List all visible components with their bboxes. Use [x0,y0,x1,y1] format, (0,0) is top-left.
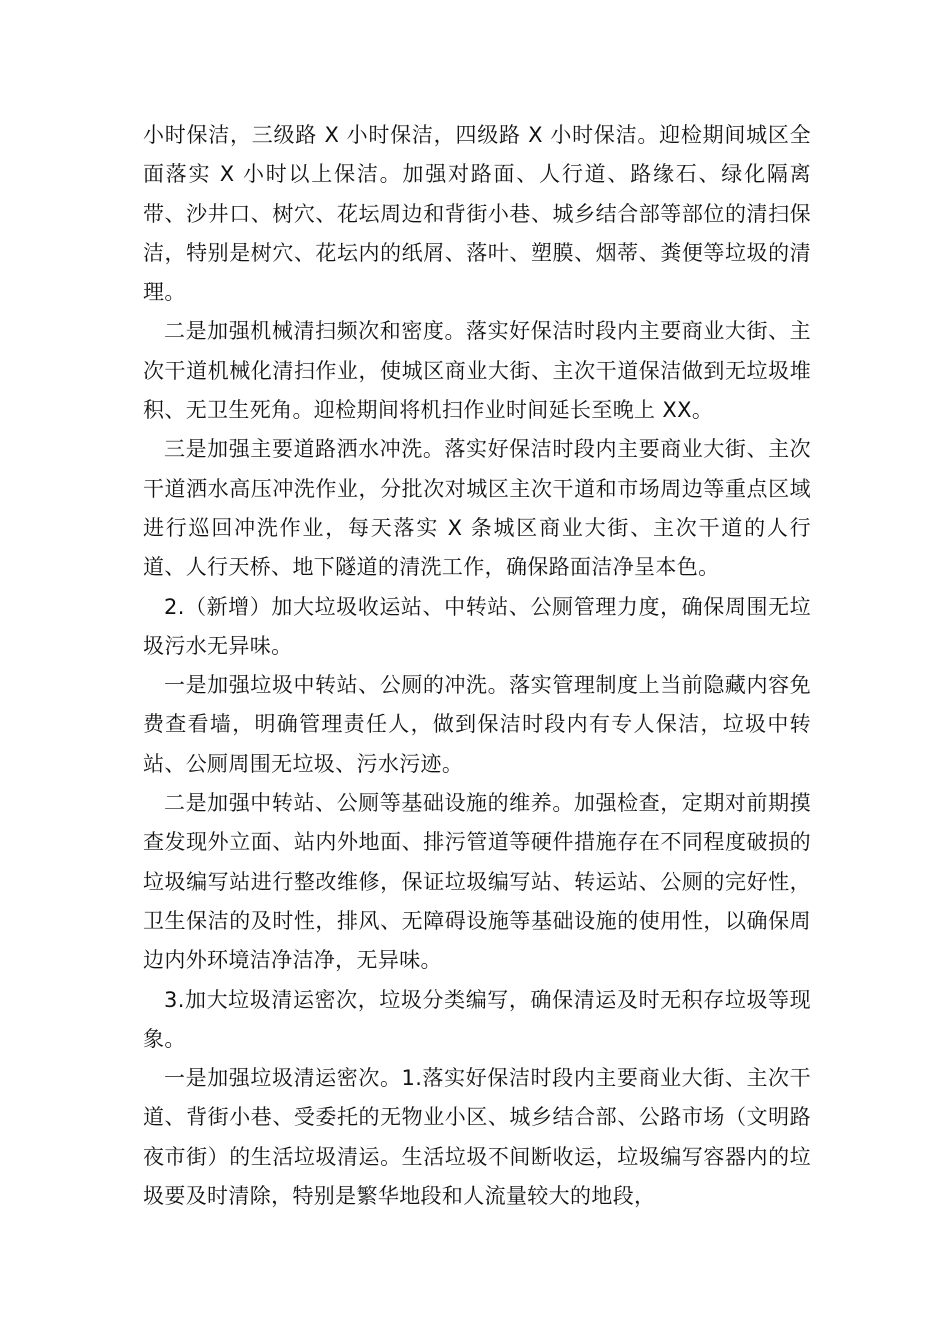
document-body [143,116,811,1216]
paragraph-5: 一是加强垃圾中转站、公厕的冲洗。落实管理制度上当前隐藏内容免费查看墙，明确管理责任人，做到保洁时段内有专人保洁，垃圾中转站、公厕周围无垃圾、污水污迹。 [143,673,811,776]
paragraph-6: 二是加强中转站、公厕等基础设施的维养。加强检查，定期对前期摸查发现外立面、站内外地面、排污管道等硬件措施存在不同程度破损的垃圾编写站进行整改维修，保证垃圾编写站、转运站、公厕的完好性，卫生保洁的及时性，排风、无障碍设施等基础设施的使用性，以确保周边内外环境洁净洁净，无异味。 [143,791,811,973]
paragraph-2: 二是加强机械清扫频次和密度。落实好保洁时段内主要商业大街、主次干道机械化清扫作业，使城区商业大街、主次干道保洁做到无垃圾堆积、无卫生死角。迎检期间将机扫作业时间延长至晚上 XX。 [143,319,811,423]
paragraph-8: 一是加强垃圾清运密次。1.落实好保洁时段内主要商业大街、主次干道、背街小巷、受委托的无物业小区、城乡结合部、公路市场（文明路夜市街）的生活垃圾清运。生活垃圾不间断收运，垃圾编写容器内的垃圾要及时清除，特别是繁华地段和人流量较大的地段， [143,1066,811,1209]
paragraph-1: 小时保洁，三级路 X 小时保洁，四级路 X 小时保洁。迎检期间城区全面落实 X 小时以上保洁。加强对路面、人行道、路缘石、绿化隔离带、沙井口、树穴、花坛周边和背街小巷、城乡结合部等部位的清扫保洁，特别是树穴、花坛内的纸屑、落叶、塑膜、烟蒂、粪便等垃圾的清理。 [143,123,811,305]
paragraph-7: 3.加大垃圾清运密次，垃圾分类编写，确保清运及时无积存垃圾等现象。 [143,987,811,1051]
paragraph-4: 2.（新增）加大垃圾收运站、中转站、公厕管理力度，确保周围无垃圾污水无异味。 [143,594,811,658]
paragraph-3: 三是加强主要道路洒水冲洗。落实好保洁时段内主要商业大街、主次干道洒水高压冲洗作业，分批次对城区主次干道和市场周边等重点区域进行巡回冲洗作业，每天落实 X 条城区商业大街、主次干道的人行道、人行天桥、地下隧道的清洗工作，确保路面洁净呈本色。 [143,437,811,580]
